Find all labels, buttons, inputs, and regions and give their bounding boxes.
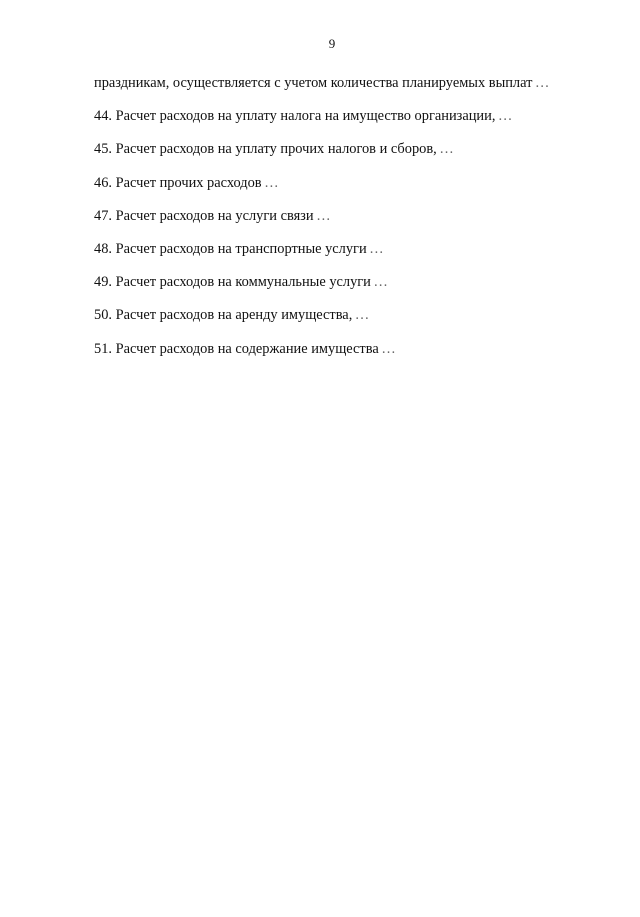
paragraph-number: 47. <box>94 207 112 224</box>
paragraph-number: 46. <box>94 174 112 191</box>
paragraph-start: Расчет расходов на содержание имущества <box>115 340 379 357</box>
page-number: 9 <box>328 36 336 51</box>
paragraph-start: Расчет расходов на услуги связи <box>115 207 314 224</box>
paragraph-rest: … <box>265 174 278 191</box>
paragraph-number: 49. <box>94 274 112 291</box>
paragraph-start: Расчет расходов на коммунальные услуги <box>115 274 371 291</box>
paragraph-start: Расчет расходов на уплату налога на имущество организации, <box>115 108 496 125</box>
paragraph-rest: … <box>317 207 330 224</box>
paragraph-start: Расчет расходов на уплату прочих налогов и сборов, <box>115 141 437 158</box>
paragraph-rest: … <box>370 241 384 258</box>
paragraph-rest: … <box>499 108 512 125</box>
paragraph-47 <box>62 207 602 226</box>
paragraph-start: праздникам, осуществляется с учетом количества планируемых выплат <box>94 75 533 91</box>
paragraph-start: Расчет прочих расходов <box>115 174 262 191</box>
paragraph-50 <box>62 306 602 325</box>
paragraph-rest: … <box>440 141 454 158</box>
paragraph-rest: … <box>382 340 396 357</box>
paragraph-rest: … <box>355 307 369 324</box>
paragraph-start: Расчет расходов на аренду имущества, <box>115 307 353 324</box>
paragraph-number: 48. <box>94 241 112 258</box>
paragraph-44 <box>62 107 602 126</box>
paragraph-48 <box>62 240 602 259</box>
paragraph-46 <box>62 174 602 193</box>
paragraph-45 <box>62 140 602 159</box>
paragraph-49 <box>62 273 602 292</box>
paragraph-51 <box>62 340 602 359</box>
paragraph-number: 50. <box>94 307 112 324</box>
paragraph-rest: … <box>536 75 549 91</box>
paragraph-number: 51. <box>94 340 112 357</box>
paragraph-start: Расчет расходов на транспортные услуги <box>115 241 367 258</box>
paragraph-continued <box>62 74 602 93</box>
paragraph-rest: … <box>374 274 388 291</box>
paragraph-number: 44. <box>94 108 112 125</box>
paragraph-number: 45. <box>94 141 112 158</box>
